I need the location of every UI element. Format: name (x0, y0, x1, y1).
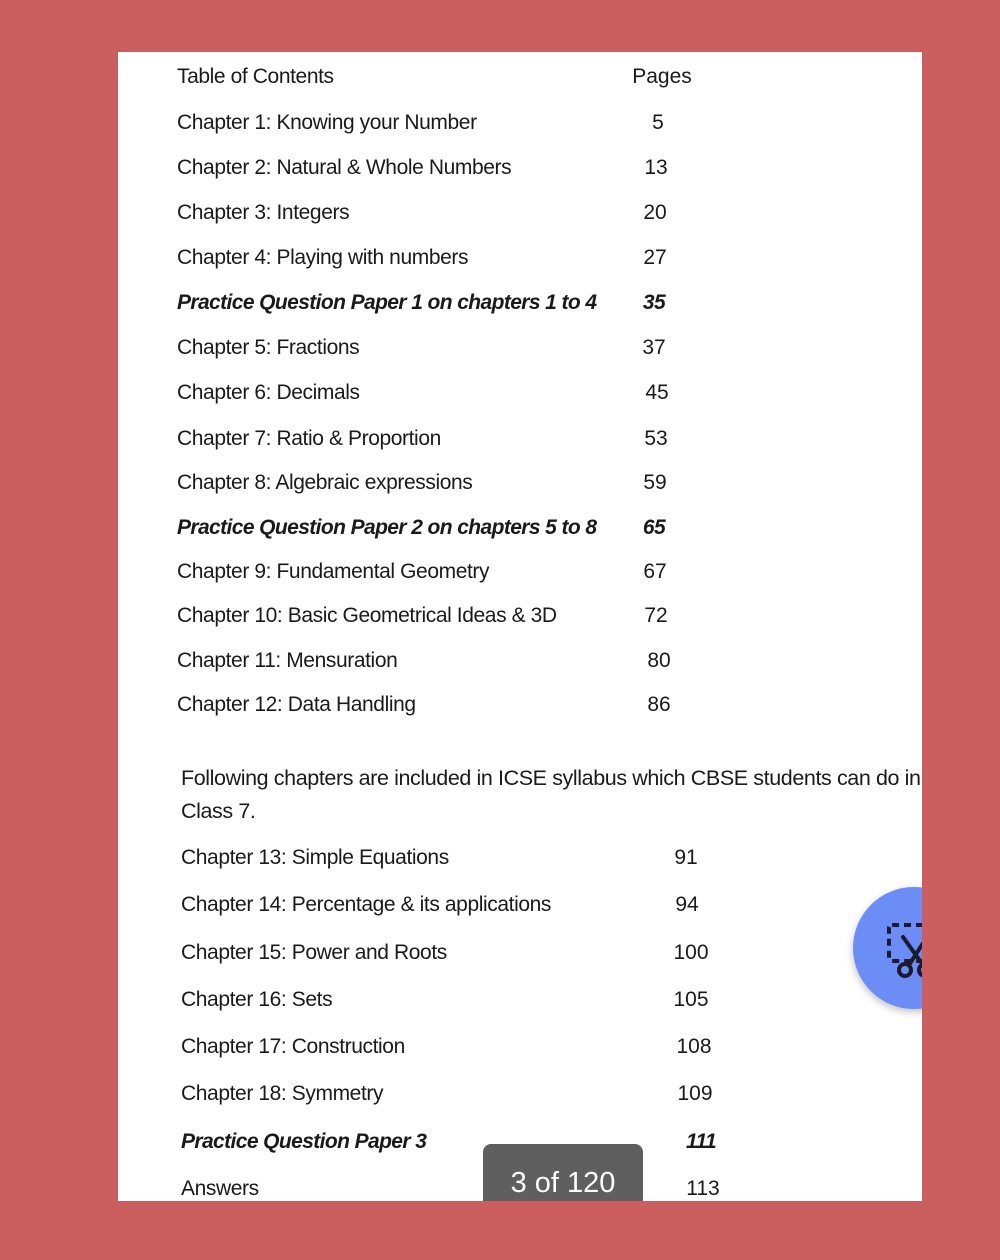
toc-page-number: 37 (642, 336, 666, 359)
toc-chapter-title: Chapter 2: Natural & Whole Numbers (177, 156, 512, 179)
toc-page-number: 67 (643, 560, 667, 583)
toc-row (118, 333, 922, 363)
toc-page-number: 13 (644, 156, 668, 179)
toc-page-number: 5 (652, 111, 664, 134)
toc-heading: Table of Contents (177, 65, 334, 88)
toc-chapter-title: Answers (181, 1177, 259, 1200)
toc-chapter-title: Chapter 15: Power and Roots (181, 941, 447, 964)
toc-chapter-title: Chapter 6: Decimals (177, 381, 360, 404)
toc-row (118, 557, 922, 587)
toc-row-practice (118, 513, 922, 543)
toc-row (118, 378, 922, 408)
icse-note-line: Following chapters are included in ICSE syllabus which CBSE students can do in (181, 766, 921, 790)
toc-page-number: 111 (685, 1130, 717, 1153)
toc-page-number: 105 (673, 988, 709, 1011)
icse-note (181, 762, 922, 828)
toc-page-number: 80 (647, 649, 671, 672)
toc-row (118, 938, 922, 968)
toc-row (118, 108, 922, 138)
toc-chapter-title: Chapter 12: Data Handling (177, 693, 416, 716)
toc-page-number: 94 (675, 893, 699, 916)
toc-row (118, 985, 922, 1015)
toc-row (118, 153, 922, 183)
toc-page-number: 53 (644, 427, 668, 450)
toc-row (118, 1032, 922, 1062)
toc-chapter-title: Chapter 16: Sets (181, 988, 333, 1011)
toc-chapter-title: Chapter 17: Construction (181, 1035, 405, 1058)
toc-chapter-title: Practice Question Paper 2 on chapters 5 to 8 (177, 516, 597, 539)
page-indicator: 3 of 120 (483, 1144, 643, 1201)
toc-row (118, 198, 922, 228)
toc-chapter-title: Chapter 8: Algebraic expressions (177, 471, 473, 494)
toc-row (118, 1079, 922, 1109)
toc-chapter-title: Chapter 4: Playing with numbers (177, 246, 469, 269)
toc-page-number: 91 (674, 846, 698, 869)
toc-row (118, 690, 922, 720)
toc-page-number: 100 (673, 941, 709, 964)
toc-row (118, 646, 922, 676)
toc-page-number: 86 (647, 693, 671, 716)
toc-page-number: 72 (644, 604, 668, 627)
toc-chapter-title: Chapter 7: Ratio & Proportion (177, 427, 441, 450)
toc-page-number: 109 (677, 1082, 713, 1105)
toc-chapter-title: Chapter 11: Mensuration (177, 649, 398, 672)
toc-page-number: 45 (645, 381, 669, 404)
toc-row (118, 601, 922, 631)
toc-page-number: 20 (643, 201, 667, 224)
toc-page-number: 65 (642, 516, 666, 539)
toc-row (118, 890, 922, 920)
toc-page-number: 35 (642, 291, 666, 314)
toc-page-number: 113 (686, 1177, 720, 1200)
toc-row (118, 843, 922, 873)
toc-chapter-title: Practice Question Paper 1 on chapters 1 to 4 (177, 291, 597, 314)
toc-chapter-title: Chapter 18: Symmetry (181, 1082, 384, 1105)
toc-chapter-title: Practice Question Paper 3 (181, 1130, 427, 1153)
toc-row-practice (118, 288, 922, 318)
toc-chapter-title: Chapter 5: Fractions (177, 336, 360, 359)
toc-page-number: 27 (643, 246, 667, 269)
toc-page-number: 108 (676, 1035, 712, 1058)
toc-page-number: 59 (643, 471, 667, 494)
toc-chapter-title: Chapter 14: Percentage & its applications (181, 893, 551, 916)
toc-row (118, 243, 922, 273)
toc-row (118, 468, 922, 498)
toc-header (118, 62, 922, 92)
toc-chapter-title: Chapter 1: Knowing your Number (177, 111, 477, 134)
toc-chapter-title: Chapter 13: Simple Equations (181, 846, 449, 869)
document-page (118, 52, 922, 1201)
toc-row (118, 424, 922, 454)
toc-chapter-title: Chapter 10: Basic Geometrical Ideas & 3D (177, 604, 557, 627)
toc-chapter-title: Chapter 9: Fundamental Geometry (177, 560, 490, 583)
icse-note-line: Class 7. (181, 799, 256, 823)
toc-chapter-title: Chapter 3: Integers (177, 201, 350, 224)
screenshot-scissors-icon (885, 921, 922, 981)
pages-heading: Pages (632, 65, 692, 88)
